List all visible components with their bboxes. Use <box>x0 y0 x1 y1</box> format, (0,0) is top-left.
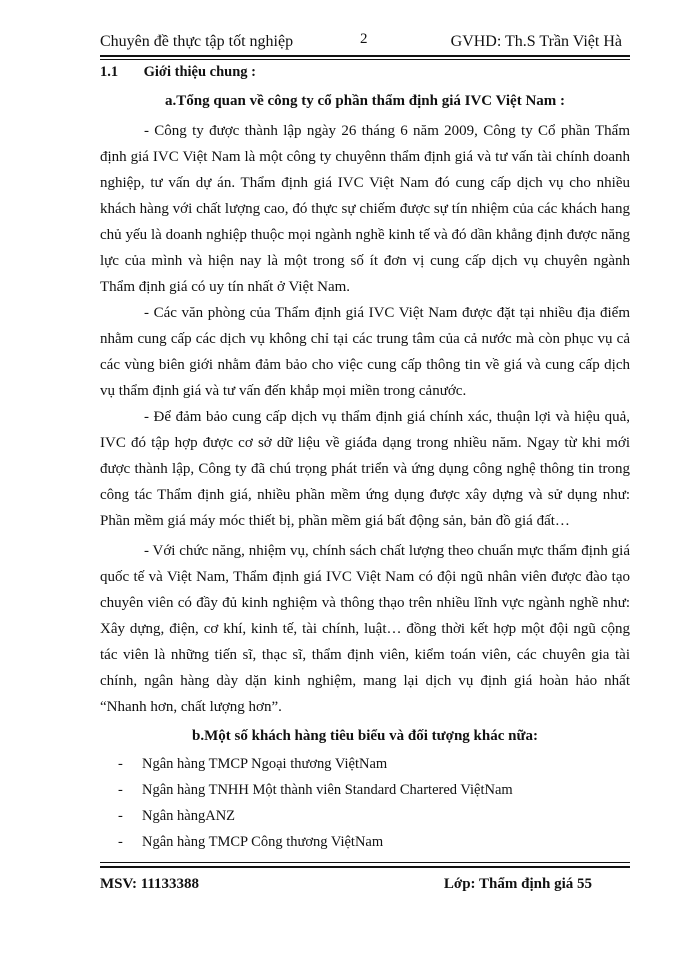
header-title: Chuyên đề thực tập tốt nghiệp <box>100 33 294 50</box>
bullet-dash: - <box>118 756 123 772</box>
bullet-dash: - <box>118 782 123 798</box>
page-number: 2 <box>360 31 368 47</box>
header-rule-thin <box>100 59 630 60</box>
list-item: - Ngân hàng TMCP Ngoại thương ViệtNam <box>100 751 630 777</box>
footer-class: Lớp: Thẩm định giá 55 <box>443 876 592 892</box>
list-item: - Ngân hàng TMCP Công thương ViệtNam <box>100 829 630 855</box>
footer-rule-thin <box>100 862 630 863</box>
section-title: Giới thiệu chung : <box>143 64 256 80</box>
header-advisor: GVHD: Th.S Trần Việt Hà <box>450 33 622 50</box>
paragraph-staff: - Với chức năng, nhiệm vụ, chính sách chất lượng theo chuẩn mực thẩm định giá quốc tế và Việt Nam, Thẩm định giá IVC Việt Nam có đội ngũ nhân viên được đào tạo chuyên viên có đầy đủ kinh nghiệm và thông thạo trên nhiều lĩnh vực ngành nghề như: Xây dựng, điện, cơ khí, kinh tế, tài chính, luật… đồng thời kết hợp một đội ngũ cộng tác viên là những tiến sĩ, thạc sĩ, thẩm định viên, kiểm toán viên, các chuyên gia tài chính, ngân hàng dày dặn kinh nghiệm, mang lại dịch vụ định giá hoàn hảo nhất “Nhanh hơn, chất lượng hơn”. <box>100 543 630 715</box>
client-list <box>100 751 630 855</box>
subsection-b-heading: b.Một số khách hàng tiêu biểu và đối tượng khác nữa: <box>192 728 538 744</box>
list-item: - Ngân hàng TNHH Một thành viên Standard Chartered ViệtNam <box>100 777 630 803</box>
page-header <box>100 33 622 55</box>
paragraph-offices: - Các văn phòng của Thẩm định giá IVC Việt Nam được đặt tại nhiều địa điểm nhằm cung cấp các dịch vụ không chỉ tại các trung tâm của cả nước mà còn phục vụ cả các vùng biên giới nhằm đảm bảo cho việc cung cấp thông tin về giá và cung cấp dịch vụ thẩm định giá và tư vấn đến khắp mọi miền trong cảnước. <box>100 305 630 399</box>
paragraph-company-founding: - Công ty được thành lập ngày 26 tháng 6 năm 2009, Công ty Cổ phần Thẩm định giá IVC Việt Nam là một công ty chuyênn thẩm định giá và tư vấn tài chính doanh nghiệp, tư vấn dự án. Thẩm định giá IVC Việt Nam đó cung cấp dịch vụ cho nhiều khách hàng với chất lượng cao, đó thực sự chiếm được sự tín nhiệm của các khách hang chủ yếu là doanh nghiệp thuộc mọi ngành nghề kinh tế và đó dần khẳng định được năng lực của mình và hiện nay là một trong số ít đơn vị cung cấp dịch vụ chuyên ngành Thẩm định giá có uy tín nhất ở Việt Nam. <box>100 123 630 295</box>
subsection-a-heading: a.Tổng quan về công ty cổ phần thẩm định giá IVC Việt Nam : <box>164 93 566 109</box>
section-heading <box>100 64 256 81</box>
paragraph-database: - Để đảm bảo cung cấp dịch vụ thẩm định giá chính xác, thuận lợi và hiệu quả, IVC đó tập hợp được cơ sở dữ liệu về giáđa dạng trong nhiều năm. Ngay từ khi mới được thành lập, Công ty đã chú trọng phát triển và ứng dụng công nghệ thông tin trong công tác Thẩm định giá, nhiều phần mềm ứng dụng được xây dựng và sử dụng như: Phần mềm giá máy móc thiết bị, phần mềm giá bất động sản, bản đồ giá đất… <box>100 409 630 529</box>
header-rule-thick <box>100 55 630 57</box>
footer-rule-thick <box>100 866 630 868</box>
bullet-dash: - <box>118 808 123 824</box>
footer-student-id: MSV: 11133388 <box>100 876 200 892</box>
list-item: - Ngân hàngANZ <box>100 803 630 829</box>
bullet-dash: - <box>118 834 123 850</box>
section-number: 1.1 <box>100 64 119 80</box>
